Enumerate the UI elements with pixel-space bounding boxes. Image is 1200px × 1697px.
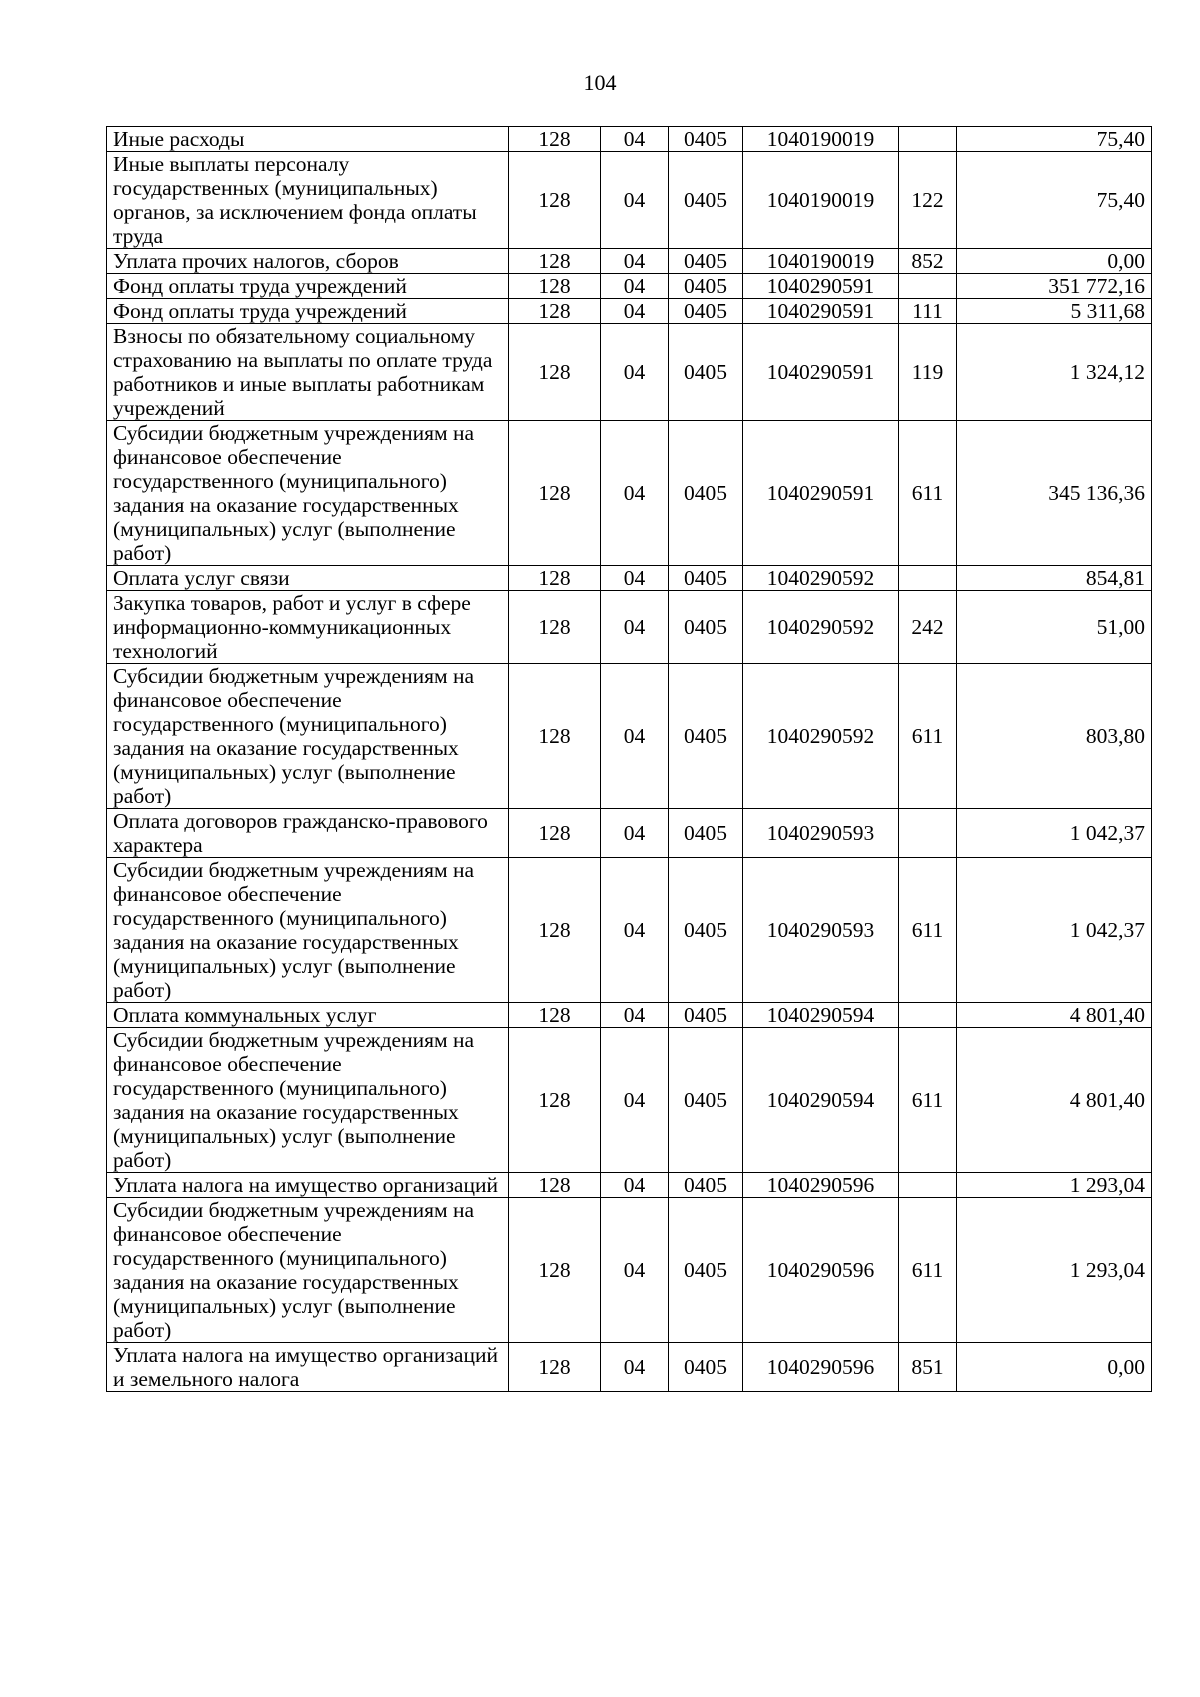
row-subsection-cell: 0405 [669, 274, 743, 299]
row-expense-type-cell: 852 [899, 249, 957, 274]
row-name-cell: Субсидии бюджетным учреждениям на финансовое обеспечение государственного (муниципального) задания на оказание государственных (муниципальных) услуг (выполнение работ) [107, 1028, 509, 1173]
row-subsection-cell: 0405 [669, 566, 743, 591]
row-grbs-cell: 128 [509, 1003, 601, 1028]
row-section-cell: 04 [601, 1173, 669, 1198]
table-row [107, 1343, 1152, 1392]
table-row [107, 858, 1152, 1003]
row-section-cell: 04 [601, 1028, 669, 1173]
row-subsection-cell: 0405 [669, 809, 743, 858]
row-grbs-cell: 128 [509, 1028, 601, 1173]
row-expense-type-cell [899, 1173, 957, 1198]
row-section-cell: 04 [601, 664, 669, 809]
row-expense-type-cell: 119 [899, 324, 957, 421]
row-target-article-cell: 1040290593 [743, 858, 899, 1003]
row-section-cell: 04 [601, 324, 669, 421]
row-section-cell: 04 [601, 591, 669, 664]
row-amount-cell: 4 801,40 [957, 1003, 1152, 1028]
row-subsection-cell: 0405 [669, 152, 743, 249]
row-name-cell: Уплата налога на имущество организаций и земельного налога [107, 1343, 509, 1392]
row-name-cell: Уплата налога на имущество организаций [107, 1173, 509, 1198]
row-expense-type-cell: 611 [899, 421, 957, 566]
row-expense-type-cell [899, 274, 957, 299]
table-row [107, 274, 1152, 299]
row-amount-cell: 4 801,40 [957, 1028, 1152, 1173]
row-amount-cell: 854,81 [957, 566, 1152, 591]
row-amount-cell: 1 042,37 [957, 858, 1152, 1003]
table-row [107, 1028, 1152, 1173]
row-name-cell: Оплата коммунальных услуг [107, 1003, 509, 1028]
row-subsection-cell: 0405 [669, 1198, 743, 1343]
table-row [107, 421, 1152, 566]
row-target-article-cell: 1040290591 [743, 324, 899, 421]
row-name-cell: Взносы по обязательному социальному страхованию на выплаты по оплате труда работников и иные выплаты работникам учреждений [107, 324, 509, 421]
table-row [107, 152, 1152, 249]
table-row [107, 566, 1152, 591]
row-expense-type-cell [899, 809, 957, 858]
page-number: 104 [583, 70, 617, 95]
row-subsection-cell: 0405 [669, 249, 743, 274]
row-name-cell: Иные расходы [107, 127, 509, 152]
row-target-article-cell: 1040290594 [743, 1003, 899, 1028]
row-grbs-cell: 128 [509, 566, 601, 591]
row-name-cell: Оплата договоров гражданско-правового характера [107, 809, 509, 858]
row-name-cell: Субсидии бюджетным учреждениям на финансовое обеспечение государственного (муниципального) задания на оказание государственных (муниципальных) услуг (выполнение работ) [107, 858, 509, 1003]
row-target-article-cell: 1040290591 [743, 421, 899, 566]
row-subsection-cell: 0405 [669, 1343, 743, 1392]
row-subsection-cell: 0405 [669, 421, 743, 566]
row-section-cell: 04 [601, 127, 669, 152]
row-section-cell: 04 [601, 299, 669, 324]
row-expense-type-cell: 242 [899, 591, 957, 664]
row-target-article-cell: 1040290593 [743, 809, 899, 858]
row-section-cell: 04 [601, 274, 669, 299]
table-row [107, 1173, 1152, 1198]
row-expense-type-cell: 122 [899, 152, 957, 249]
row-grbs-cell: 128 [509, 1343, 601, 1392]
row-expense-type-cell: 611 [899, 664, 957, 809]
row-subsection-cell: 0405 [669, 299, 743, 324]
row-name-cell: Закупка товаров, работ и услуг в сфере информационно-коммуникационных технологий [107, 591, 509, 664]
row-grbs-cell: 128 [509, 591, 601, 664]
row-subsection-cell: 0405 [669, 591, 743, 664]
row-subsection-cell: 0405 [669, 324, 743, 421]
row-target-article-cell: 1040290596 [743, 1198, 899, 1343]
row-name-cell: Субсидии бюджетным учреждениям на финансовое обеспечение государственного (муниципального) задания на оказание государственных (муниципальных) услуг (выполнение работ) [107, 421, 509, 566]
row-grbs-cell: 128 [509, 664, 601, 809]
row-name-cell: Иные выплаты персоналу государственных (муниципальных) органов, за исключением фонда оплаты труда [107, 152, 509, 249]
row-subsection-cell: 0405 [669, 664, 743, 809]
row-section-cell: 04 [601, 1343, 669, 1392]
table-row [107, 1003, 1152, 1028]
row-target-article-cell: 1040190019 [743, 249, 899, 274]
row-expense-type-cell [899, 127, 957, 152]
row-section-cell: 04 [601, 421, 669, 566]
row-section-cell: 04 [601, 858, 669, 1003]
row-section-cell: 04 [601, 1198, 669, 1343]
row-grbs-cell: 128 [509, 809, 601, 858]
row-name-cell: Оплата услуг связи [107, 566, 509, 591]
row-name-cell: Субсидии бюджетным учреждениям на финансовое обеспечение государственного (муниципального) задания на оказание государственных (муниципальных) услуг (выполнение работ) [107, 664, 509, 809]
row-expense-type-cell: 611 [899, 1028, 957, 1173]
budget-table [106, 126, 1152, 1392]
row-target-article-cell: 1040290596 [743, 1173, 899, 1198]
row-name-cell: Субсидии бюджетным учреждениям на финансовое обеспечение государственного (муниципального) задания на оказание государственных (муниципальных) услуг (выполнение работ) [107, 1198, 509, 1343]
row-grbs-cell: 128 [509, 274, 601, 299]
table-row [107, 127, 1152, 152]
table-row [107, 1198, 1152, 1343]
row-grbs-cell: 128 [509, 421, 601, 566]
row-subsection-cell: 0405 [669, 1003, 743, 1028]
row-name-cell: Фонд оплаты труда учреждений [107, 299, 509, 324]
row-target-article-cell: 1040290591 [743, 274, 899, 299]
table-row [107, 809, 1152, 858]
row-amount-cell: 1 042,37 [957, 809, 1152, 858]
row-amount-cell: 0,00 [957, 1343, 1152, 1392]
row-expense-type-cell: 111 [899, 299, 957, 324]
row-grbs-cell: 128 [509, 1173, 601, 1198]
row-amount-cell: 1 324,12 [957, 324, 1152, 421]
row-section-cell: 04 [601, 249, 669, 274]
row-amount-cell: 75,40 [957, 152, 1152, 249]
row-subsection-cell: 0405 [669, 1173, 743, 1198]
row-expense-type-cell [899, 1003, 957, 1028]
row-amount-cell: 803,80 [957, 664, 1152, 809]
row-grbs-cell: 128 [509, 249, 601, 274]
row-section-cell: 04 [601, 152, 669, 249]
row-expense-type-cell: 611 [899, 858, 957, 1003]
row-expense-type-cell [899, 566, 957, 591]
table-row [107, 591, 1152, 664]
row-target-article-cell: 1040290592 [743, 566, 899, 591]
row-target-article-cell: 1040290594 [743, 1028, 899, 1173]
row-target-article-cell: 1040190019 [743, 152, 899, 249]
table-row [107, 324, 1152, 421]
row-target-article-cell: 1040190019 [743, 127, 899, 152]
row-amount-cell: 1 293,04 [957, 1198, 1152, 1343]
row-amount-cell: 351 772,16 [957, 274, 1152, 299]
row-target-article-cell: 1040290592 [743, 591, 899, 664]
row-grbs-cell: 128 [509, 127, 601, 152]
row-grbs-cell: 128 [509, 152, 601, 249]
table-row [107, 299, 1152, 324]
row-grbs-cell: 128 [509, 299, 601, 324]
row-amount-cell: 1 293,04 [957, 1173, 1152, 1198]
row-subsection-cell: 0405 [669, 858, 743, 1003]
row-section-cell: 04 [601, 566, 669, 591]
row-section-cell: 04 [601, 809, 669, 858]
table-row [107, 249, 1152, 274]
row-expense-type-cell: 851 [899, 1343, 957, 1392]
row-name-cell: Фонд оплаты труда учреждений [107, 274, 509, 299]
row-amount-cell: 5 311,68 [957, 299, 1152, 324]
row-amount-cell: 75,40 [957, 127, 1152, 152]
row-target-article-cell: 1040290592 [743, 664, 899, 809]
table-row [107, 664, 1152, 809]
row-amount-cell: 0,00 [957, 249, 1152, 274]
row-section-cell: 04 [601, 1003, 669, 1028]
row-amount-cell: 51,00 [957, 591, 1152, 664]
row-grbs-cell: 128 [509, 324, 601, 421]
table-body [107, 127, 1152, 1392]
row-subsection-cell: 0405 [669, 1028, 743, 1173]
row-amount-cell: 345 136,36 [957, 421, 1152, 566]
row-name-cell: Уплата прочих налогов, сборов [107, 249, 509, 274]
row-target-article-cell: 1040290596 [743, 1343, 899, 1392]
row-grbs-cell: 128 [509, 858, 601, 1003]
row-target-article-cell: 1040290591 [743, 299, 899, 324]
row-grbs-cell: 128 [509, 1198, 601, 1343]
row-subsection-cell: 0405 [669, 127, 743, 152]
row-expense-type-cell: 611 [899, 1198, 957, 1343]
